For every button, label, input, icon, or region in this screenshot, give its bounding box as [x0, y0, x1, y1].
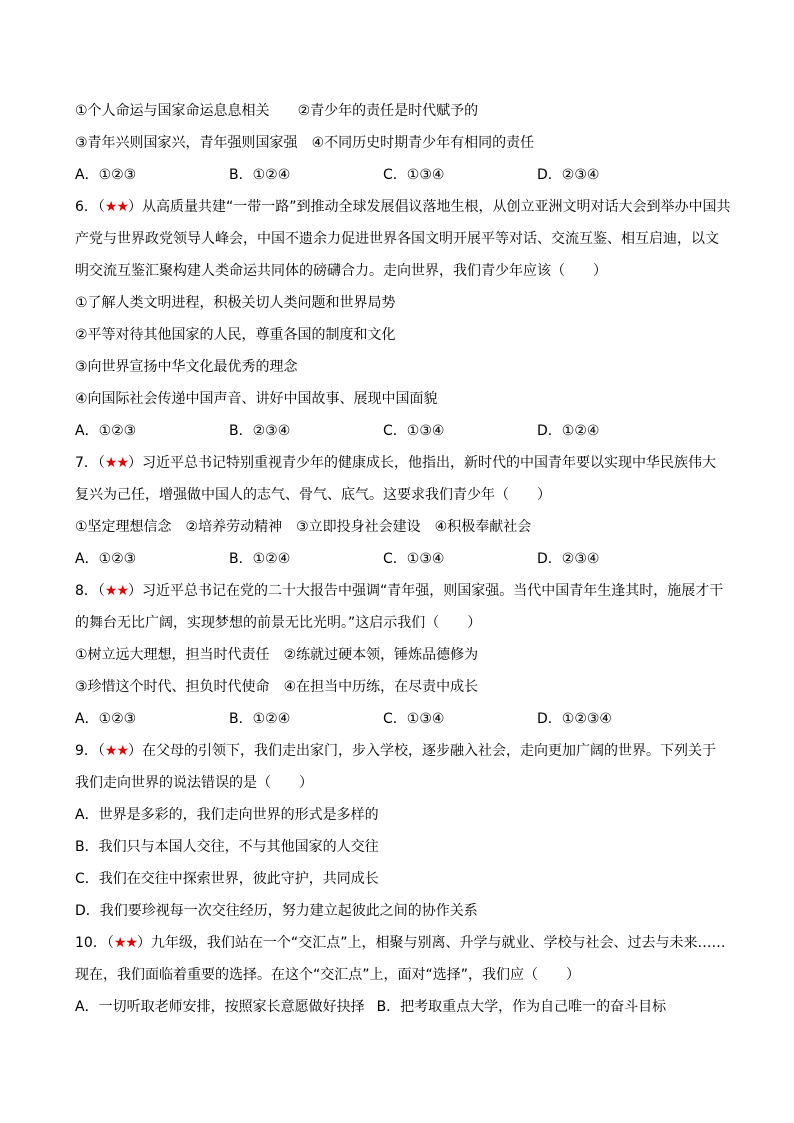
question-8-stem — [75, 581, 723, 601]
question-number: 6．（ — [75, 199, 105, 215]
statement-3: ③向世界宣扬中华文化最优秀的理念 — [75, 359, 298, 375]
statement-4: ④在担当中历练，在尽责中成长 — [283, 679, 479, 695]
option-b[interactable]: B．②③④ — [229, 423, 291, 439]
statement-3: ③珍惜这个时代、担负时代使命 — [75, 679, 270, 695]
option-c[interactable]: C．①③④ — [383, 167, 445, 183]
statement-row — [75, 645, 478, 665]
option-b[interactable]: B．①②④ — [229, 167, 291, 183]
question-10-stem — [75, 933, 725, 953]
statement-1: ①个人命运与国家命运息息相关 — [75, 103, 270, 119]
option-c[interactable]: C．①③④ — [383, 551, 445, 567]
statement-row — [75, 101, 478, 121]
option-d[interactable]: D．②③④ — [537, 167, 600, 183]
question-text: 复兴为己任，增强做中国人的志气、骨气、底气。这要求我们青少年（ ） — [75, 487, 551, 503]
option-a[interactable]: A．①②③ — [75, 551, 137, 567]
options-row — [75, 997, 666, 1017]
option-b[interactable]: B．把考取重点大学，作为自己唯一的奋斗目标 — [376, 999, 667, 1015]
statement-2: ②平等对待其他国家的人民，尊重各国的制度和文化 — [75, 327, 396, 343]
option-a[interactable]: A．①②③ — [75, 711, 137, 727]
question-6-stem — [75, 197, 731, 217]
question-text: ）在父母的引领下，我们走出家门，步入学校，逐步融入社会，走向更加广阔的世界。下列关于 — [128, 743, 717, 759]
statements: ①坚定理想信念 ②培养劳动精神 ③立即投身社会建设 ④积极奉献社会 — [75, 519, 532, 535]
difficulty-stars: ★★ — [104, 743, 129, 759]
statement-1: ①树立远大理想，担当时代责任 — [75, 647, 270, 663]
statement-2: ②练就过硬本领，锤炼品德修为 — [283, 647, 479, 663]
option-b[interactable]: B．我们只与本国人交往，不与其他国家的人交往 — [75, 839, 379, 855]
option-b[interactable]: B．①②④ — [229, 551, 291, 567]
question-number: 10．（ — [75, 935, 114, 951]
option-a[interactable]: A．世界是多彩的，我们走向世界的形式是多样的 — [75, 807, 379, 823]
option-d[interactable]: D．①②④ — [537, 423, 600, 439]
statement-row — [75, 677, 478, 697]
option-c[interactable]: C．①③④ — [383, 711, 445, 727]
statement-2: ②青少年的责任是时代赋予的 — [297, 103, 479, 119]
question-number: 7．（ — [75, 455, 105, 471]
question-text: ）习近平总书记特别重视青少年的健康成长，他指出，新时代的中国青年要以实现中华民族伟大 — [128, 455, 717, 471]
difficulty-stars: ★★ — [104, 455, 129, 471]
difficulty-stars: ★★ — [104, 583, 129, 599]
question-text: 现在，我们面临着重要的选择。在这个“交汇点”上，面对“选择”，我们应（ ） — [75, 967, 581, 983]
question-text: 产党与世界政党领导人峰会，中国不遗余力促进世界各国文明开展平等对话、交流互鉴、相互启迪，以文 — [75, 231, 719, 247]
option-b[interactable]: B．①②④ — [229, 711, 291, 727]
question-text: ）九年级，我们站在一个“交汇点”上，相聚与别离、升学与就业、学校与社会、过去与未来…… — [136, 935, 726, 951]
option-a[interactable]: A．①②③ — [75, 167, 137, 183]
question-text: 明交流互鉴汇聚构建人类命运共同体的磅礴合力。走向世界，我们青少年应该（ ） — [75, 263, 607, 279]
question-number: 8．（ — [75, 583, 105, 599]
question-number: 9．（ — [75, 743, 105, 759]
option-d[interactable]: D．我们要珍视每一次交往经历，努力建立起彼此之间的协作关系 — [75, 903, 478, 919]
statement-3: ③青年兴则国家兴，青年强则国家强 — [75, 135, 298, 151]
statement-4: ④不同历史时期青少年有相同的责任 — [311, 135, 535, 151]
option-a[interactable]: A．①②③ — [75, 423, 137, 439]
option-d[interactable]: D．①②③④ — [537, 711, 612, 727]
option-a[interactable]: A．一切听取老师安排，按照家长意愿做好抉择 — [75, 999, 365, 1015]
question-text: ）从高质量共建“一带一路”到推动全球发展倡议落地生根，从创立亚洲文明对话大会到举办中国共 — [128, 199, 731, 215]
difficulty-stars: ★★ — [113, 935, 137, 951]
question-7-stem — [75, 453, 716, 473]
question-text: 的舞台无比广阔，实现梦想的前景无比光明。”这启示我们（ ） — [75, 615, 482, 631]
statement-row — [75, 133, 534, 153]
question-9-stem — [75, 741, 716, 761]
question-text: ）习近平总书记在党的二十大报告中强调“青年强，则国家强。当代中国青年生逢其时，施展才干 — [128, 583, 724, 599]
statement-4: ④向国际社会传递中国声音、讲好中国故事、展现中国面貌 — [75, 391, 438, 407]
statement-1: ①了解人类文明进程，积极关切人类问题和世界局势 — [75, 295, 396, 311]
question-text: 我们走向世界的说法错误的是（ ） — [75, 775, 313, 791]
option-c[interactable]: C．①③④ — [383, 423, 445, 439]
difficulty-stars: ★★ — [104, 199, 129, 215]
option-d[interactable]: D．②③④ — [537, 551, 600, 567]
option-c[interactable]: C．我们在交往中探索世界，彼此守护，共同成长 — [75, 871, 379, 887]
